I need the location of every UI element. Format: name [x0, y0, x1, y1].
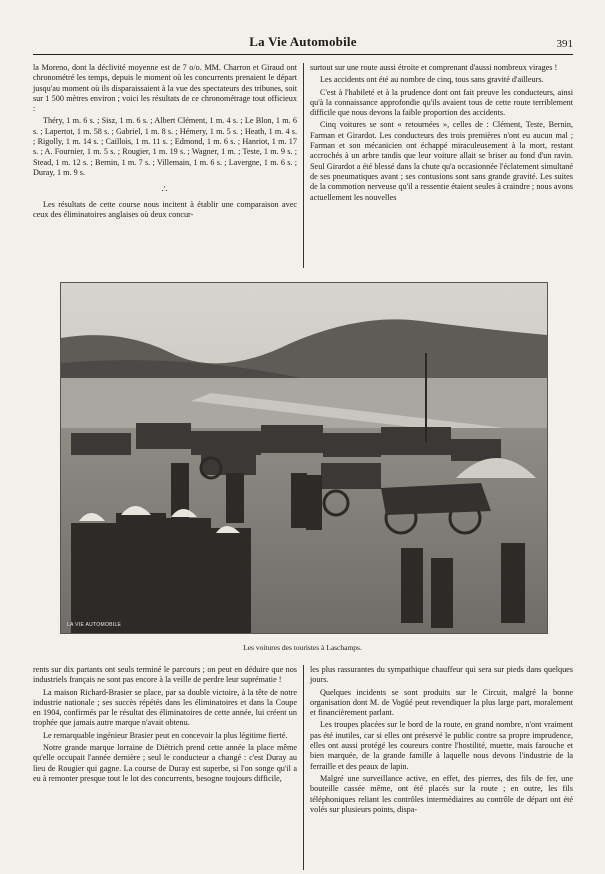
paragraph: surtout sur une route aussi étroite et comprenant d'aussi nombreux virages !: [310, 63, 558, 72]
paragraph: Notre grande marque lorraine de Diétrich prend cette année la place même qu'elle occupait l'année dernière ; seul le conducteur a changé : c'est Duray au lieu de Rougier qui gagne. La course de Duray est superbe, si l'on songe qu'il a eu à remonter presque tout le lot des concurrents, besogne toujours difficile,: [33, 743, 297, 783]
photo-credit: LA VIE AUTOMOBILE: [67, 622, 122, 628]
page-number: 391: [556, 38, 573, 50]
section-separator: ∴: [161, 184, 169, 195]
paragraph: Les résultats de cette course nous incitent à établir une comparaison avec ceux des éliminatoires anglaises où deux concur-: [33, 199, 297, 219]
paragraph: rents sur dix partants ont seuls terminé le parcours ; on peut en déduire que nos industriels français ne sont pas encore à la veille de perdre leur suprématie !: [33, 665, 297, 685]
top-right-column: [310, 63, 573, 205]
paragraph: Cinq voitures se sont « retournées », celles de : Clément, Teste, Bernin, Farman et Girardot. Les conducteurs des trois premières n'ont eu aucun mal ; Farman et son mécanicien ont échappé miraculeusement à la mort, restant accrochés à un arbre tandis que leur voiture allait se briser au fond d'un ravin. Seul Girardot a été blessé dans la chute qu'a occasionnée l'éclatement simultané de ses pneumatiques avant ; ses contusions sont sans grande gravité. Les suites de la commotion nerveuse qu'il a ressentie étaient seules à craindre ; nous avons actuellement les nouvelles: [310, 120, 573, 202]
bottom-left-column: [33, 665, 297, 786]
paragraph: Théry, 1 m. 6 s. ; Sisz, 1 m. 6 s. ; Albert Clément, 1 m. 4 s. ; Le Blon, 1 m. 6 s. ; Lapertot, 1 m. 58 s. ; Gabriel, 1 m. 8 s. ; Hémery, 1 m. 5 s. ; Heath, 1 m. 4 s. ; Rigolly, 1 m. 14 s. ; Caillois, 1 m. 11 s. ; Edmond, 1 m. 6 s. ; Hanriot, 1 m. 17 s. ; A. Fournier, 1 m. 5 s. ; Rougier, 1 m. 19 s. ; Wagner, 1 m. ; Teste, 1 m. 9 s. ; Stead, 1 m. 12 s. ; Bernin, 1 m. 7 s. ; Villemain, 1 m. 6 s. ; Lavergne, 1 m. 6 s. ; Duray, 1 m. 9 s.: [33, 116, 297, 177]
column-divider-bottom: [303, 665, 304, 870]
photo-illustration: [61, 283, 547, 633]
page-header: [33, 34, 573, 55]
journal-title: La Vie Automobile: [249, 34, 357, 49]
paragraph: la Moreno, dont la déclivité moyenne est de 7 o/o. MM. Charron et Giraud ont chronométré les temps, depuis le moment où les concurrents prenaient le départ jusqu'au moment où ils disparaissaient à la vue des spectateurs des tribunes, soit sur 1 500 mètres environ ; voici les résultats de ce chronométrage tout officieux :: [33, 63, 297, 114]
column-divider-top: [303, 63, 304, 268]
paragraph: Les accidents ont été au nombre de cinq, tous sans gravité d'ailleurs.: [320, 75, 544, 85]
paragraph: Malgré une surveillance active, en effet, des pierres, des fils de fer, une bouteille cassée même, ont été placés sur la route ; en outre, les fils téléphoniques reliant les contrôles intermédiaires au contrôle de départ ont été volés sur plusieurs points, dispa-: [310, 773, 573, 814]
bottom-right-column: [310, 665, 573, 817]
paragraph: Quelques incidents se sont produits sur le Circuit, malgré la bonne organisation dont M. de Vogüé peut revendiquer la plus large part, moralement et financièrement parlant.: [310, 687, 573, 718]
paragraph: Les troupes placées sur le bord de la route, en grand nombre, n'ont vraiment pas été inutiles, car si elles ont préservé le public contre sa propre imprudence, elles ont aussi protégé les coureurs contre l'hostilité, muette, mais farouche et bien marquée, de la grande famille à laquelle nous devons l'industrie de la ferraille et des peaux de lapin.: [310, 720, 573, 771]
paragraph: La maison Richard-Brasier se place, par sa double victoire, à la tête de notre industrie nationale ; ses succès répétés dans les éliminatoires et dans la Coupe en 1904, confirmés par le résultat des éliminatoires de cette année, lui créent un trophée que jamais autre marque n'avait obtenu.: [33, 687, 297, 728]
top-left-column: [33, 63, 297, 222]
paragraph: les plus rassurantes du sympathique chauffeur qui sera sur pieds dans quelques jours.: [310, 665, 573, 685]
photo-caption: Les voitures des touristes à Laschamps.: [243, 643, 362, 652]
paragraph: Le remarquable ingénieur Brasier peut en concevoir la plus légitime fierté.: [43, 730, 288, 740]
photograph: [60, 282, 548, 634]
paragraph: C'est à l'habileté et à la prudence dont ont fait preuve les conducteurs, ainsi qu'à la connaissance approfondie qu'ils avaient tous de cette route terriblement difficile que nous devons la faible proportion des accidents.: [310, 87, 573, 118]
